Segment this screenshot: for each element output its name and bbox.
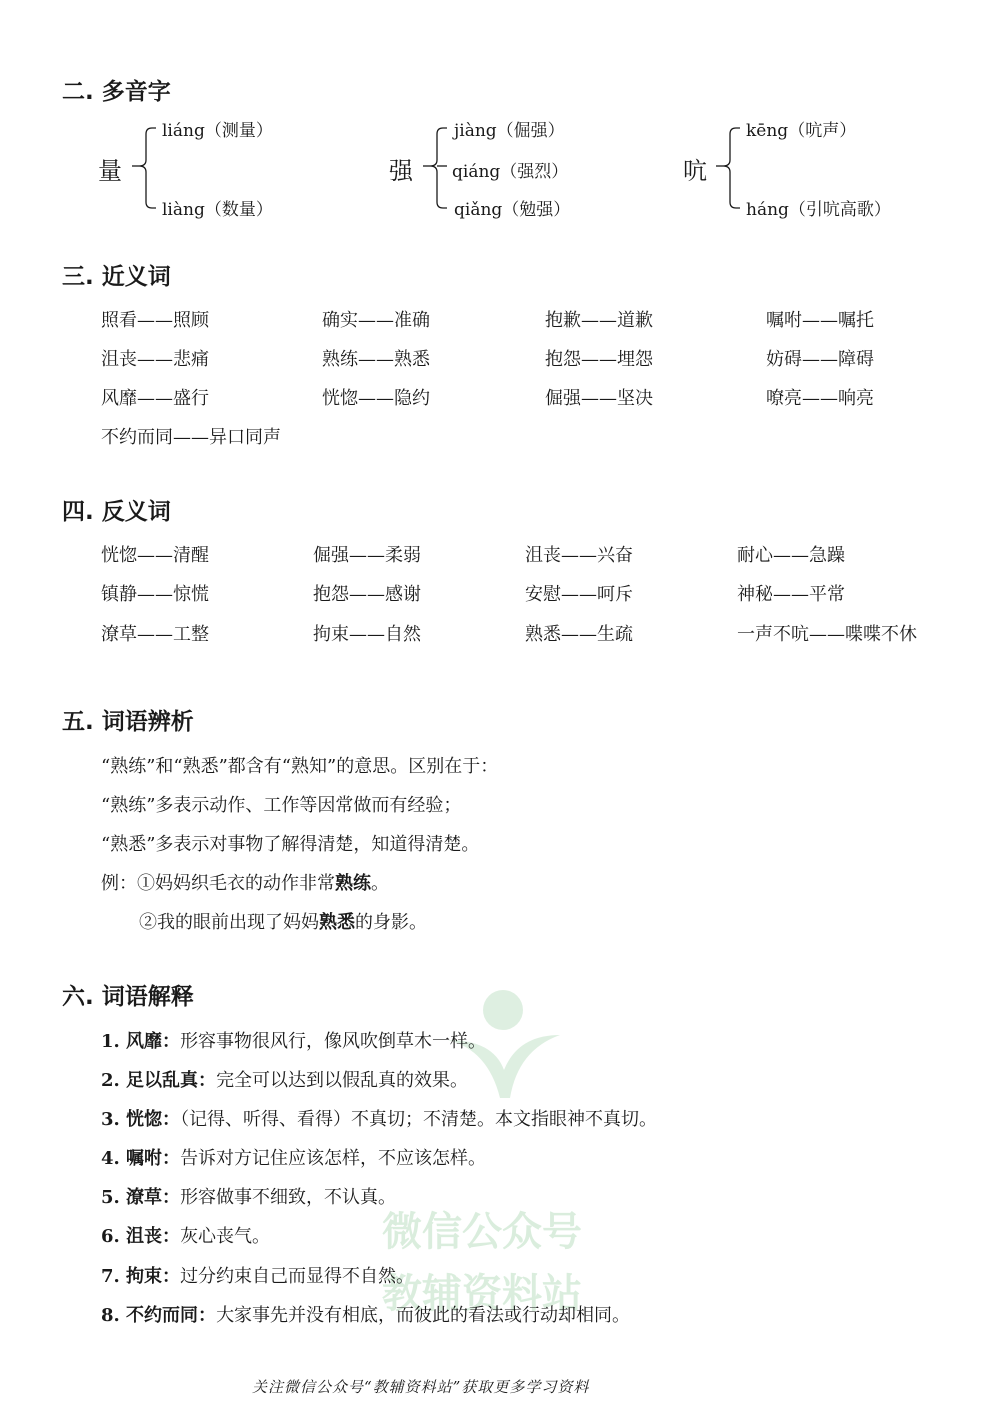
- word-pair: 一声不吭——喋喋不休: [737, 624, 917, 645]
- word-pair: 拘束——自然: [313, 624, 421, 645]
- definition-term: 7. 拘束：: [101, 1266, 181, 1287]
- word-pair: 风靡——盛行: [101, 388, 209, 409]
- polyphone-char: 量: [98, 157, 122, 185]
- definition-term: 2. 足以乱真：: [101, 1070, 217, 1091]
- word-pair: 嘱咐——嘱托: [766, 310, 874, 331]
- definition-text: 灰心丧气。: [180, 1226, 271, 1247]
- definition-item: [101, 1183, 396, 1209]
- section-title-bianxi: 五. 词语辨析: [62, 709, 194, 735]
- example-keyword: 熟悉: [319, 912, 355, 933]
- word-pair: 倔强——柔弱: [313, 545, 421, 566]
- section-title-fanyici: 四. 反义词: [62, 499, 171, 525]
- definition-text: 形容事物很风行，像风吹倒草木一样。: [180, 1031, 487, 1052]
- watermark-text: 微信公众号: [382, 1209, 582, 1255]
- word-pair: 确实——准确: [322, 310, 430, 331]
- word-pair: 安慰——呵斥: [525, 584, 633, 605]
- reading: háng（引吭高歌）: [746, 200, 891, 220]
- word-pair: 妨碍——障碍: [766, 349, 874, 370]
- definition-text: 完全可以达到以假乱真的效果。: [216, 1070, 469, 1091]
- polyphone-char: 吭: [683, 157, 707, 185]
- reading: liáng（测量）: [162, 121, 273, 141]
- word-pair: 耐心——急躁: [737, 545, 845, 566]
- word-pair: 倔强——坚决: [545, 388, 653, 409]
- example-label: 例：: [101, 873, 137, 894]
- example-keyword: 熟练: [335, 873, 371, 894]
- definition-term: 1. 风靡：: [101, 1031, 181, 1052]
- analysis-line: “熟悉”多表示对事物了解得清楚，知道得清楚。: [101, 834, 480, 855]
- definition-item: [101, 1066, 468, 1092]
- reading: liàng（数量）: [162, 200, 273, 220]
- word-pair: 潦草——工整: [101, 624, 209, 645]
- word-pair: 沮丧——悲痛: [101, 349, 209, 370]
- word-pair: 熟练——熟悉: [322, 349, 430, 370]
- word-pair: 抱歉——道歉: [545, 310, 653, 331]
- definition-text: 形容做事不细致，不认真。: [180, 1187, 397, 1208]
- definition-item: [101, 1262, 414, 1288]
- word-pair: 照看——照顾: [101, 310, 209, 331]
- definition-item: [101, 1222, 270, 1248]
- word-pair: 沮丧——兴奋: [525, 545, 633, 566]
- example-text: 的身影。: [355, 912, 427, 933]
- word-pair: 恍惚——隐约: [322, 388, 430, 409]
- definition-term: 3. 恍惚：: [101, 1109, 181, 1130]
- word-pair: 嘹亮——响亮: [766, 388, 874, 409]
- word-pair: 镇静——惊慌: [101, 584, 209, 605]
- word-pair: 熟悉——生疏: [525, 624, 633, 645]
- definition-item: [101, 1105, 657, 1131]
- watermark-text: 教辅资料站: [382, 1271, 582, 1317]
- reading: kēng（吭声）: [746, 121, 857, 141]
- example-text: ②我的眼前出现了妈妈: [139, 912, 319, 933]
- section-title-jieshi: 六. 词语解释: [62, 984, 194, 1010]
- definition-text: 告诉对方记住应该怎样，不应该怎样。: [180, 1148, 487, 1169]
- example-line-1: [101, 869, 389, 895]
- example-text: 。: [371, 873, 389, 894]
- word-pair: 抱怨——埋怨: [545, 349, 653, 370]
- definition-term: 8. 不约而同：: [101, 1305, 217, 1326]
- definition-text: （记得、听得、看得）不真切；不清楚。本文指眼神不真切。: [180, 1109, 658, 1130]
- section-title-jinyici: 三. 近义词: [62, 264, 171, 290]
- bracket-icon: [126, 124, 166, 212]
- bracket-icon: [710, 124, 750, 212]
- reading: jiàng（倔强）: [454, 121, 565, 141]
- definition-item: [101, 1144, 486, 1170]
- reading: qiáng（强烈）: [452, 162, 569, 182]
- reading: qiǎng（勉强）: [454, 200, 571, 220]
- word-pair: 神秘——平常: [737, 584, 845, 605]
- analysis-line: “熟练”和“熟悉”都含有“熟知”的意思。区别在于：: [101, 756, 499, 777]
- definition-term: 4. 嘱咐：: [101, 1148, 181, 1169]
- bracket-icon: [417, 124, 457, 212]
- analysis-line: “熟练”多表示动作、工作等因常做而有经验；: [101, 795, 462, 816]
- definition-term: 5. 潦草：: [101, 1187, 181, 1208]
- example-text: ①妈妈织毛衣的动作非常: [137, 873, 335, 894]
- section-title-duoyinzi: 二. 多音字: [62, 79, 171, 105]
- definition-item: [101, 1301, 630, 1327]
- footer-note: 关注微信公众号“教辅资料站”获取更多学习资料: [252, 1378, 590, 1396]
- polyphone-char: 强: [389, 157, 413, 185]
- word-pair: 不约而同——异口同声: [101, 427, 281, 448]
- definition-term: 6. 沮丧：: [101, 1226, 181, 1247]
- word-pair: 抱怨——感谢: [313, 584, 421, 605]
- word-pair: 恍惚——清醒: [101, 545, 209, 566]
- example-line-2: [139, 908, 427, 934]
- definition-text: 过分约束自己而显得不自然。: [180, 1266, 415, 1287]
- definition-item: [101, 1027, 486, 1053]
- definition-text: 大家事先并没有相底，而彼此的看法或行动却相同。: [216, 1305, 631, 1326]
